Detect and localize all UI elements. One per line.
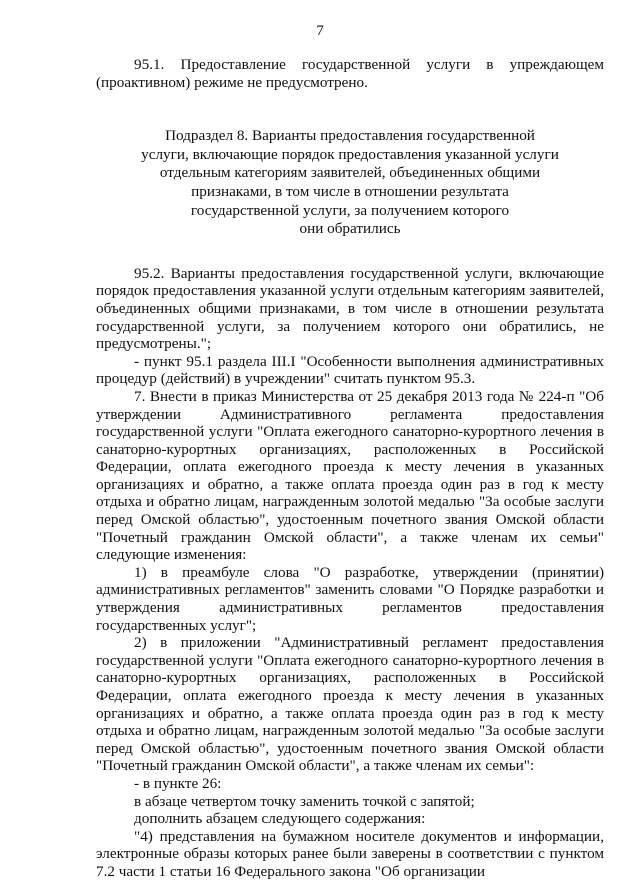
paragraph-95-1: 95.1. Предоставление государственной услуги в упреждающем (проактивном) режиме не предусмотрено. [96,56,604,91]
subsection-heading-line: признаками, в том числе в отношении результата [191,182,509,200]
paragraph-point-26: - в пункте 26: [134,774,222,792]
subsection-heading [96,127,604,239]
subsection-heading-line: Подраздел 8. Варианты предоставления государственной [165,127,535,145]
subsection-heading-line: они обратились [299,220,401,238]
paragraph-item-7: 7. Внести в приказ Министерства от 25 декабря 2013 года № 224-п "Об утверждении Административного регламента предоставления государственной услуги "Оплата ежегодного санаторно-курортного лечения в санаторно-курортных организациях, расположенных в Российской Федерации, оплата ежегодного проезда к месту лечения в указанных организациях и обратно, а также оплата проезда один раз в год к месту отдыха и обратно лицам, награжденным золотой медалью "За особые заслуги перед Омской областью", удостоенным почетного звания Омской области "Почетный гражданин Омской области", а также членам их семьи" следующие изменения: [96,387,604,564]
paragraph-add-abzac: дополнить абзацем следующего содержания: [134,810,426,828]
paragraph-subitem-2: 2) в приложении "Административный регламент предоставления государственной услуги "Оплата ежегодного санаторно-курортного лечения в санаторно-курортных организациях, расположенных в Российской Федерации, оплата ежегодного проезда к месту лечения в указанных организациях и обратно, а также оплата проезда один раз в год к месту отдыха и обратно лицам, награжденным золотой медалью "За особые заслуги перед Омской областью", удостоенным почетного звания Омской области "Почетный гражданин Омской области", а также членам их семьи": [96,634,604,775]
subsection-heading-line: государственной услуги, за получением которого [190,201,510,219]
page-number: 7 [316,23,324,39]
paragraph-renumber-item: - пункт 95.1 раздела III.I "Особенности выполнения административных процедур (действий) в учреждении" считать пунктом 95.3. [96,352,604,388]
paragraph-subpoint-4: "4) представления на бумажном носителе документов и информации, электронные образы которых ранее были заверены в соответствии с пунктом 7.2 части 1 статьи 16 Федерального закона "Об организации [96,827,604,880]
paragraph-95-2: 95.2. Варианты предоставления государственной услуги, включающие порядок предоставления указанной услуги отдельным категориям заявителей, объединенных общими признаками, в том числе в отношении результата государственной услуги, за получением которого они обратились, не предусмотрены."; [96,264,604,353]
subsection-heading-line: отдельным категориям заявителей, объединенных общими [159,164,541,182]
paragraph-abzac-4: в абзаце четвертом точку заменить точкой с запятой; [134,792,475,810]
paragraph-subitem-1: 1) в преамбуле слова "О разработке, утверждении (принятии) административных регламентов" заменить словами "О Порядке разработки и утверждения административных регламентов предоставления государственных услуг"; [96,563,604,634]
subsection-heading-line: услуги, включающие порядок предоставления указанной услуги [141,145,559,163]
document-body [96,56,604,881]
